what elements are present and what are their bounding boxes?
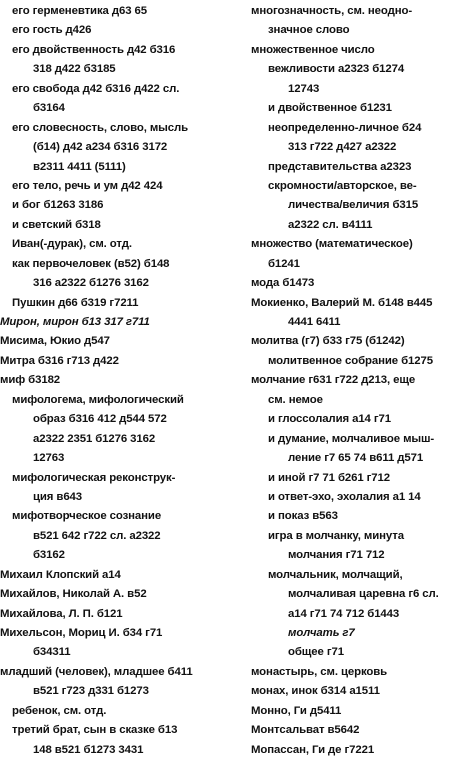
index-entry: б3162	[33, 549, 65, 562]
index-entry: 318 д422 б3185	[33, 63, 116, 76]
index-entry: его словесность, слово, мысль	[12, 121, 189, 134]
index-entry: Михайлов, Николай А. в52	[0, 588, 147, 601]
index-entry: и думание, молчаливое мыш-	[268, 432, 435, 445]
index-entry: 316 а2322 б1276 3162	[33, 277, 149, 290]
index-entry: а2322 сл. в4111	[288, 218, 373, 231]
index-entry: мода б1473	[251, 277, 315, 290]
index-entry: и иной г7 71 б261 г712	[268, 471, 391, 484]
index-entry: игра в молчанку, минута	[268, 529, 405, 542]
index-column-left	[0, 2, 228, 760]
index-entry: см. немое	[268, 393, 323, 406]
index-entry: в2311 4411 (5111)	[33, 160, 126, 173]
index-entry: молчальник, молчащий,	[268, 568, 403, 581]
index-entry: множественное число	[251, 43, 375, 56]
index-entry: вежливости а2323 б1274	[268, 63, 405, 76]
index-entry: образ б316 412 д544 572	[33, 413, 167, 426]
index-entry: Михельсон, Мориц И. б34 г71	[0, 627, 163, 639]
index-entry: 4441 6411	[288, 316, 341, 328]
index-entry: Монтсальват в5642	[251, 724, 360, 737]
index-entry: Иван(-дурак), см. отд.	[12, 238, 132, 251]
index-entry: его двойственность д42 б316	[12, 43, 176, 56]
index-entry: Мирон, мирон б13 317 г711	[0, 316, 150, 328]
index-entry: третий брат, сын в сказке б13	[12, 724, 178, 737]
index-entry: и ответ-эхо, эхолалия а1 14	[268, 490, 421, 503]
index-entry: его гость д426	[12, 24, 92, 37]
index-entry: молчание г631 г722 д213, еще	[251, 374, 416, 387]
index-entry: в521 г723 д331 б1273	[33, 685, 149, 698]
index-entry: б34311	[33, 646, 71, 659]
index-entry: 12763	[33, 452, 65, 465]
index-entry: молчать г7	[288, 627, 355, 639]
index-entry: миф б3182	[0, 374, 61, 387]
index-entry: Мисима, Юкио д547	[0, 335, 110, 348]
index-entry: Мокиенко, Валерий М. б148 в445	[251, 296, 433, 309]
index-entry: значное слово	[268, 24, 350, 37]
index-entry: ление г7 65 74 в611 д571	[288, 452, 424, 465]
index-entry: скромности/авторское, ве-	[268, 179, 417, 192]
index-entry: и показ в563	[268, 510, 338, 523]
index-entry: б3164	[33, 102, 65, 115]
index-entry: его свобода д42 б316 д422 сл.	[12, 82, 180, 95]
index-entry: ребенок, см. отд.	[12, 704, 107, 717]
index-entry: (б14) д42 а234 б316 3172	[33, 141, 168, 154]
index-entry: Михаил Клопский а14	[0, 568, 121, 581]
index-entry: 148 в521 б1273 3431	[33, 743, 144, 756]
index-entry: Михайлова, Л. П. б121	[0, 607, 123, 620]
index-entry: молчания г71 712	[288, 549, 385, 562]
index-entry: мифологема, мифологический	[12, 393, 184, 406]
index-entry: и глоссолалия а14 г71	[268, 413, 391, 426]
index-entry: мифотворческое сознание	[12, 510, 162, 523]
index-entry: а14 г71 74 712 б1443	[288, 607, 400, 620]
index-entry: молчаливая царевна г6 сл.	[288, 588, 439, 601]
index-entry: Пушкин д66 б319 г7211	[12, 296, 139, 309]
index-entry: Мопассан, Ги де г7221	[251, 743, 375, 756]
index-entry: неопределенно-личное б24	[268, 121, 422, 134]
index-entry: 12743	[288, 82, 320, 95]
index-entry: его герменевтика д63 65	[12, 5, 147, 17]
index-entry: ция в643	[33, 490, 83, 503]
index-column-right	[230, 2, 463, 760]
index-entry: и светский б318	[12, 218, 101, 231]
index-entry: и двойственное б1231	[268, 102, 392, 115]
index-entry: множество (математическое)	[251, 238, 413, 251]
index-entry: Монно, Ги д5411	[251, 704, 342, 717]
index-entry: молитва (г7) б33 г75 (б1242)	[251, 335, 405, 348]
index-entry: младший (человек), младшее б411	[0, 665, 193, 678]
index-entry: и бог б1263 3186	[12, 199, 104, 212]
index-entry: мифологическая реконструк-	[12, 471, 176, 484]
index-entry: как первочеловек (в52) б148	[12, 257, 170, 270]
index-entry: а2322 2351 б1276 3162	[33, 432, 156, 445]
index-entry: монах, инок б314 а1511	[251, 685, 380, 698]
index-entry: молитвенное собрание б1275	[268, 354, 433, 367]
index-entry: б1241	[268, 257, 300, 270]
index-entry: личества/величия б315	[288, 199, 419, 212]
index-entry: его тело, речь и ум д42 424	[12, 179, 163, 192]
index-entry: 313 г722 д427 а2322	[288, 141, 397, 154]
index-entry: многозначность, см. неодно-	[251, 5, 413, 17]
index-entry: представительства а2323	[268, 160, 412, 173]
index-entry: в521 642 г722 сл. а2322	[33, 529, 161, 542]
index-entry: Митра б316 г713 д422	[0, 354, 119, 367]
index-entry: монастырь, см. церковь	[251, 665, 388, 678]
index-entry: общее г71	[288, 646, 344, 659]
